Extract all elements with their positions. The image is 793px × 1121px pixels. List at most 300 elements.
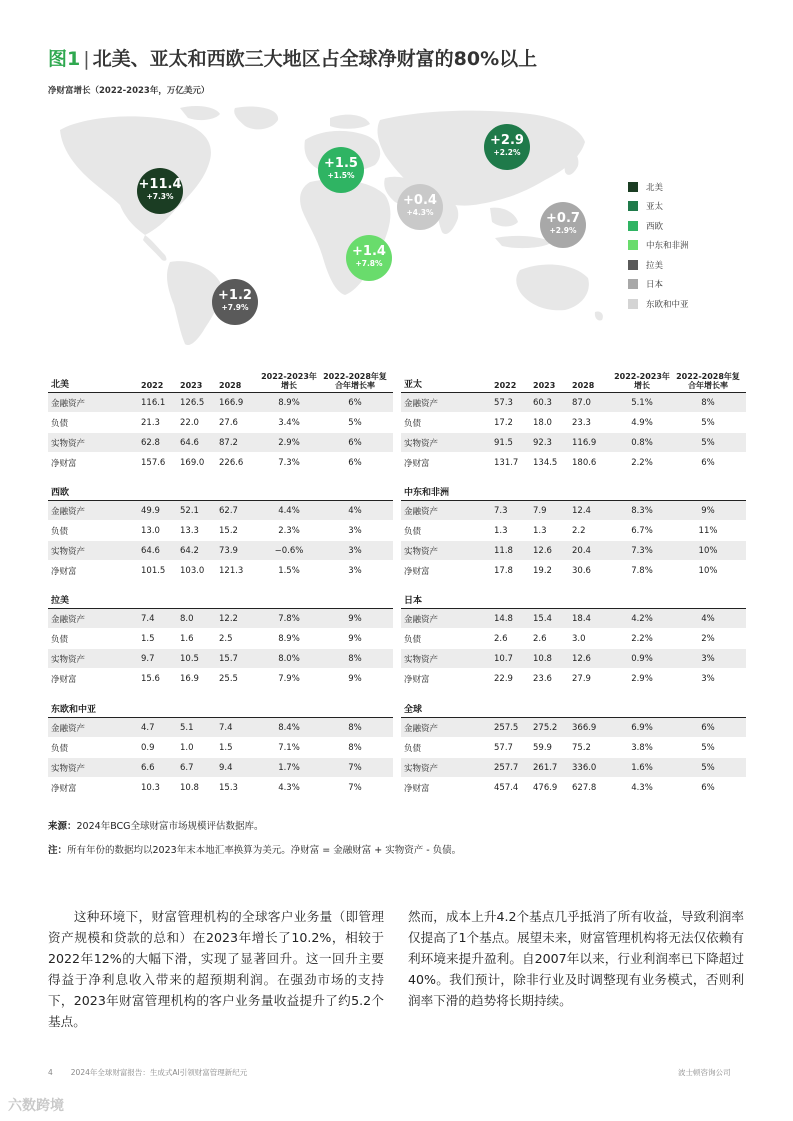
table-cell: 180.6 [572,457,597,468]
column-header: 2023 [180,381,203,390]
table-cell: 3% [701,653,715,664]
table-row [48,738,393,758]
table-cell: 9% [348,613,362,624]
source-note [48,818,264,832]
row-label: 负债 [404,526,422,537]
table-cell: −0.6% [274,545,304,556]
table-cell: 12.4 [572,505,591,516]
table-cell: 23.3 [572,417,591,428]
row-label: 负债 [51,743,69,754]
legend-item [628,236,689,256]
table-cell: 5.1% [631,397,653,408]
table-cell: 8.3% [631,505,653,516]
table-row [48,758,393,778]
table-cell: 7.9 [533,505,547,516]
table-cell: 261.7 [533,762,558,773]
table-header [401,695,746,718]
table-cell: 4.2% [631,613,653,624]
table-cell: 8% [348,722,362,733]
legend-swatch [628,279,638,289]
table-header [48,478,393,501]
page-number: 4 [48,1068,53,1077]
row-label: 金融资产 [404,506,439,517]
column-header: 2022-2028年复合年增长率 [676,372,740,390]
table-cell: 17.8 [494,565,513,576]
row-label: 负债 [404,634,422,645]
table-cell: 7.9% [278,673,300,684]
footnote [48,842,461,856]
table-cell: 116.9 [572,437,597,448]
table-row [48,778,393,798]
table-row [401,758,746,778]
table-latin-america [48,586,393,689]
table-cell: 10% [698,565,718,576]
table-cell: 3.0 [572,633,586,644]
table-cell: 49.9 [141,505,160,516]
legend-label: 西欧 [646,221,664,232]
table-cell: 5% [701,762,715,773]
table-cell: 627.8 [572,782,597,793]
column-header: 2028 [572,381,595,390]
table-cell: 6% [348,437,362,448]
table-row [401,413,746,433]
table-cell: 116.1 [141,397,166,408]
table-cell: 9% [701,505,715,516]
table-cell: 7.3% [278,457,300,468]
table-region-name: 拉美 [51,596,70,606]
table-cell: 257.5 [494,722,519,733]
bubble-abs-western-europe: +1.5 [324,156,358,171]
bubble-pct-western-europe: +1.5% [327,171,355,180]
bubble-middle-east-africa [346,235,392,281]
row-label: 负债 [404,743,422,754]
table-cell: 7.4 [219,722,233,733]
table-cell: 336.0 [572,762,597,773]
legend-item [628,255,689,275]
table-asia-pacific [401,362,746,473]
bubble-abs-japan: +0.7 [546,211,580,226]
table-global [401,695,746,798]
table-cell: 73.9 [219,545,238,556]
table-cell: 7.8% [278,613,300,624]
legend-swatch [628,221,638,231]
table-cell: 5% [348,417,362,428]
table-cell: 64.2 [180,545,199,556]
table-cell: 8.0 [180,613,194,624]
table-cell: 366.9 [572,722,597,733]
table-eastern-europe-central-asia [48,695,393,798]
row-label: 净财富 [404,783,430,794]
table-region-name: 东欧和中亚 [51,705,97,715]
table-row [401,649,746,669]
row-label: 实物资产 [404,654,439,665]
table-cell: 9.7 [141,653,155,664]
table-row [401,718,746,738]
table-cell: 1.6% [631,762,653,773]
legend-item [628,216,689,236]
table-cell: 6% [701,782,715,793]
row-label: 净财富 [51,566,77,577]
world-map-outline [40,100,620,350]
table-cell: 64.6 [141,545,160,556]
table-cell: 2% [701,633,715,644]
table-header [401,586,746,609]
table-cell: 19.2 [533,565,552,576]
table-cell: 7% [348,782,362,793]
row-label: 金融资产 [404,723,439,734]
row-label: 负债 [51,418,69,429]
table-cell: 7% [348,762,362,773]
table-cell: 15.2 [219,525,238,536]
table-cell: 6% [348,457,362,468]
table-cell: 15.3 [219,782,238,793]
table-cell: 15.7 [219,653,238,664]
table-header [48,695,393,718]
table-row [401,453,746,473]
legend-item [628,197,689,217]
table-cell: 1.5 [219,742,233,753]
table-row [48,561,393,581]
table-cell: 10.5 [180,653,199,664]
row-label: 金融资产 [404,614,439,625]
table-cell: 9% [348,633,362,644]
row-label: 金融资产 [51,723,86,734]
table-cell: 15.6 [141,673,160,684]
table-cell: 6% [348,397,362,408]
table-cell: 16.9 [180,673,199,684]
legend-label: 北美 [646,182,664,193]
table-row [48,609,393,629]
table-cell: 6.9% [631,722,653,733]
bubble-abs-middle-east-africa: +1.4 [352,244,386,259]
table-cell: 87.2 [219,437,238,448]
legend-label: 中东和非洲 [646,241,689,252]
table-row [48,669,393,689]
table-cell: 7.8% [631,565,653,576]
table-cell: 2.6 [533,633,547,644]
legend-label: 日本 [646,280,664,291]
table-region-name: 亚太 [404,380,423,390]
watermark: 六数跨境 [8,1098,64,1114]
legend-swatch [628,299,638,309]
table-cell: 3% [348,545,362,556]
legend-label: 东欧和中亚 [646,299,689,310]
table-cell: 91.5 [494,437,513,448]
table-cell: 9.4 [219,762,233,773]
column-header: 2022-2023年增长 [614,372,670,390]
table-cell: 8.9% [278,633,300,644]
table-cell: 1.3 [494,525,508,536]
table-cell: 64.6 [180,437,199,448]
row-label: 净财富 [51,458,77,469]
table-cell: 7.3 [494,505,508,516]
column-header: 2022 [494,381,517,390]
table-row [48,393,393,413]
table-cell: 4.3% [278,782,300,793]
table-row [401,521,746,541]
world-map [40,100,620,350]
table-cell: 6% [701,722,715,733]
table-cell: 21.3 [141,417,160,428]
legend-swatch [628,201,638,211]
table-region-name: 西欧 [51,488,70,498]
row-label: 实物资产 [404,438,439,449]
table-cell: 3.8% [631,742,653,753]
table-cell: 13.0 [141,525,160,536]
table-cell: 1.3 [533,525,547,536]
table-cell: 6.7% [631,525,653,536]
table-cell: 8.4% [278,722,300,733]
table-cell: 57.3 [494,397,513,408]
page-title [48,44,537,71]
table-header [401,478,746,501]
table-row [48,649,393,669]
table-cell: 12.6 [533,545,552,556]
table-cell: 4.7 [141,722,155,733]
legend-swatch [628,240,638,250]
table-cell: 6% [701,457,715,468]
bubble-north-america [137,168,183,214]
table-cell: 169.0 [180,457,205,468]
bubble-abs-north-america: +11.4 [138,177,182,192]
table-cell: 126.5 [180,397,205,408]
table-cell: 1.5% [278,565,300,576]
table-cell: 11.8 [494,545,513,556]
bubble-pct-middle-east-africa: +7.8% [355,259,383,268]
title-text: 北美、亚太和西欧三大地区占全球净财富的80%以上 [92,48,538,70]
bubble-western-europe [318,147,364,193]
body-paragraph-left: 这种环境下，财富管理机构的全球客户业务量（即管理资产规模和贷款的总和）在2023年增长了10.2%，相较于2022年12%的大幅下滑，实现了显著回升。这一回升主要得益于净利息收入带来的超预期利润。在强劲市场的支持下，2023年财富管理机构的客户业务量收益提升了约5.2个基点。 [48,909,384,1029]
row-label: 净财富 [51,674,77,685]
bubble-asia-pacific [484,124,530,170]
bubble-japan [540,202,586,248]
bubble-abs-eastern-europe-central-asia: +0.4 [403,193,437,208]
table-row [401,629,746,649]
table-cell: 1.5 [141,633,155,644]
row-label: 负债 [51,634,69,645]
legend-item [628,294,689,314]
table-cell: 157.6 [141,457,166,468]
table-cell: 8% [348,653,362,664]
table-cell: 8% [348,742,362,753]
table-cell: 3% [348,525,362,536]
table-cell: 22.9 [494,673,513,684]
table-cell: 7.3% [631,545,653,556]
table-cell: 103.0 [180,565,205,576]
legend-label: 拉美 [646,260,664,271]
table-cell: 0.8% [631,437,653,448]
table-cell: 5% [701,742,715,753]
table-cell: 131.7 [494,457,519,468]
source-label: 来源： [48,821,77,832]
table-row [401,669,746,689]
table-row [48,521,393,541]
table-cell: 10.7 [494,653,513,664]
table-cell: 8.0% [278,653,300,664]
table-cell: 457.4 [494,782,519,793]
table-cell: 476.9 [533,782,558,793]
table-western-europe [48,478,393,581]
table-cell: 25.5 [219,673,238,684]
bubble-abs-asia-pacific: +2.9 [490,133,524,148]
table-cell: 59.9 [533,742,552,753]
table-cell: 121.3 [219,565,244,576]
table-cell: 27.6 [219,417,238,428]
table-cell: 52.1 [180,505,199,516]
bubble-pct-latin-america: +7.9% [221,303,249,312]
table-cell: 27.9 [572,673,591,684]
table-cell: 0.9 [141,742,155,753]
row-label: 实物资产 [51,654,86,665]
footer-company: 波士顿咨询公司 [678,1068,731,1077]
table-row [48,541,393,561]
title-separator: | [83,48,90,70]
table-cell: 166.9 [219,397,244,408]
table-cell: 0.9% [631,653,653,664]
table-cell: 9% [348,673,362,684]
table-cell: 15.4 [533,613,552,624]
table-cell: 75.2 [572,742,591,753]
row-label: 实物资产 [404,763,439,774]
table-cell: 12.6 [572,653,591,664]
row-label: 净财富 [404,458,430,469]
table-cell: 2.9% [631,673,653,684]
table-region-name: 中东和非洲 [404,488,450,498]
table-cell: 5% [701,437,715,448]
table-cell: 60.3 [533,397,552,408]
table-cell: 8.9% [278,397,300,408]
table-cell: 12.2 [219,613,238,624]
legend-item [628,275,689,295]
table-cell: 62.8 [141,437,160,448]
column-header: 2023 [533,381,556,390]
figure-number: 图1 [48,48,81,70]
table-cell: 62.7 [219,505,238,516]
table-row [48,629,393,649]
table-cell: 2.2% [631,457,653,468]
table-cell: 226.6 [219,457,244,468]
table-cell: 57.7 [494,742,513,753]
table-cell: 2.2 [572,525,586,536]
table-row [401,778,746,798]
table-row [401,393,746,413]
body-paragraph-right: 然而，成本上升4.2个基点几乎抵消了所有收益，导致利润率仅提高了1个基点。展望未来，财富管理机构将无法仅依赖有利环境来提升盈利。自2007年以来，行业利润率已下降超过40%。我们预计，除非行业及时调整现有业务模式，否则利润率下滑的趋势将长期持续。 [408,909,744,1008]
table-row [401,561,746,581]
row-label: 负债 [404,418,422,429]
table-row [401,738,746,758]
column-header: 2022-2028年复合年增长率 [323,372,387,390]
table-row [48,718,393,738]
table-cell: 4.3% [631,782,653,793]
table-row [401,433,746,453]
row-label: 金融资产 [404,398,439,409]
table-row [401,501,746,521]
table-cell: 1.0 [180,742,194,753]
table-cell: 5% [701,417,715,428]
table-north-america [48,362,393,473]
table-cell: 5.1 [180,722,194,733]
table-cell: 2.5 [219,633,233,644]
legend-label: 亚太 [646,202,664,213]
table-header [401,362,746,393]
table-cell: 1.7% [278,762,300,773]
table-cell: 4.4% [278,505,300,516]
table-cell: 30.6 [572,565,591,576]
table-cell: 10.8 [180,782,199,793]
row-label: 实物资产 [51,438,86,449]
legend-item [628,177,689,197]
source-text: 2024年BCG全球财富市场规模评估数据库。 [76,821,264,832]
table-cell: 11% [698,525,718,536]
table-cell: 3.4% [278,417,300,428]
table-cell: 14.8 [494,613,513,624]
table-cell: 3% [701,673,715,684]
table-cell: 23.6 [533,673,552,684]
bubble-eastern-europe-central-asia [397,184,443,230]
table-cell: 87.0 [572,397,591,408]
report-title: 2024年全球财富报告：生成式AI引领财富管理新纪元 [70,1068,248,1077]
note-text: 所有年份的数据均以2023年末本地汇率换算为美元。净财富 = 金融财富 + 实物资产 - 负债。 [67,845,462,856]
table-cell: 2.9% [278,437,300,448]
row-label: 实物资产 [51,763,86,774]
table-cell: 4% [701,613,715,624]
row-label: 实物资产 [404,546,439,557]
table-region-name: 北美 [51,380,70,390]
legend-swatch [628,182,638,192]
table-row [48,453,393,473]
chart-subtitle: 净财富增长（2022-2023年，万亿美元） [48,86,210,96]
bubble-pct-japan: +2.9% [549,226,577,235]
table-middle-east-africa [401,478,746,581]
table-cell: 10.3 [141,782,160,793]
table-cell: 18.4 [572,613,591,624]
bubble-latin-america [212,279,258,325]
table-cell: 2.6 [494,633,508,644]
table-cell: 1.6 [180,633,194,644]
table-cell: 22.0 [180,417,199,428]
table-cell: 7.1% [278,742,300,753]
table-cell: 20.4 [572,545,591,556]
table-row [401,541,746,561]
column-header: 2022-2023年增长 [261,372,317,390]
table-cell: 257.7 [494,762,519,773]
table-cell: 17.2 [494,417,513,428]
row-label: 金融资产 [51,398,86,409]
table-row [48,433,393,453]
bubble-pct-asia-pacific: +2.2% [493,148,521,157]
column-header: 2028 [219,381,242,390]
table-cell: 10.8 [533,653,552,664]
table-cell: 101.5 [141,565,166,576]
map-legend [628,177,689,314]
note-label: 注： [48,845,68,856]
bubble-abs-latin-america: +1.2 [218,288,252,303]
table-cell: 8% [701,397,715,408]
table-region-name: 日本 [404,596,423,606]
row-label: 净财富 [51,783,77,794]
bubble-pct-north-america: +7.3% [146,192,174,201]
table-cell: 3% [348,565,362,576]
table-cell: 2.3% [278,525,300,536]
legend-swatch [628,260,638,270]
table-region-name: 全球 [404,705,423,715]
column-header: 2022 [141,381,164,390]
row-label: 实物资产 [51,546,86,557]
table-cell: 4% [348,505,362,516]
table-cell: 6.7 [180,762,194,773]
table-cell: 4.9% [631,417,653,428]
table-cell: 10% [698,545,718,556]
